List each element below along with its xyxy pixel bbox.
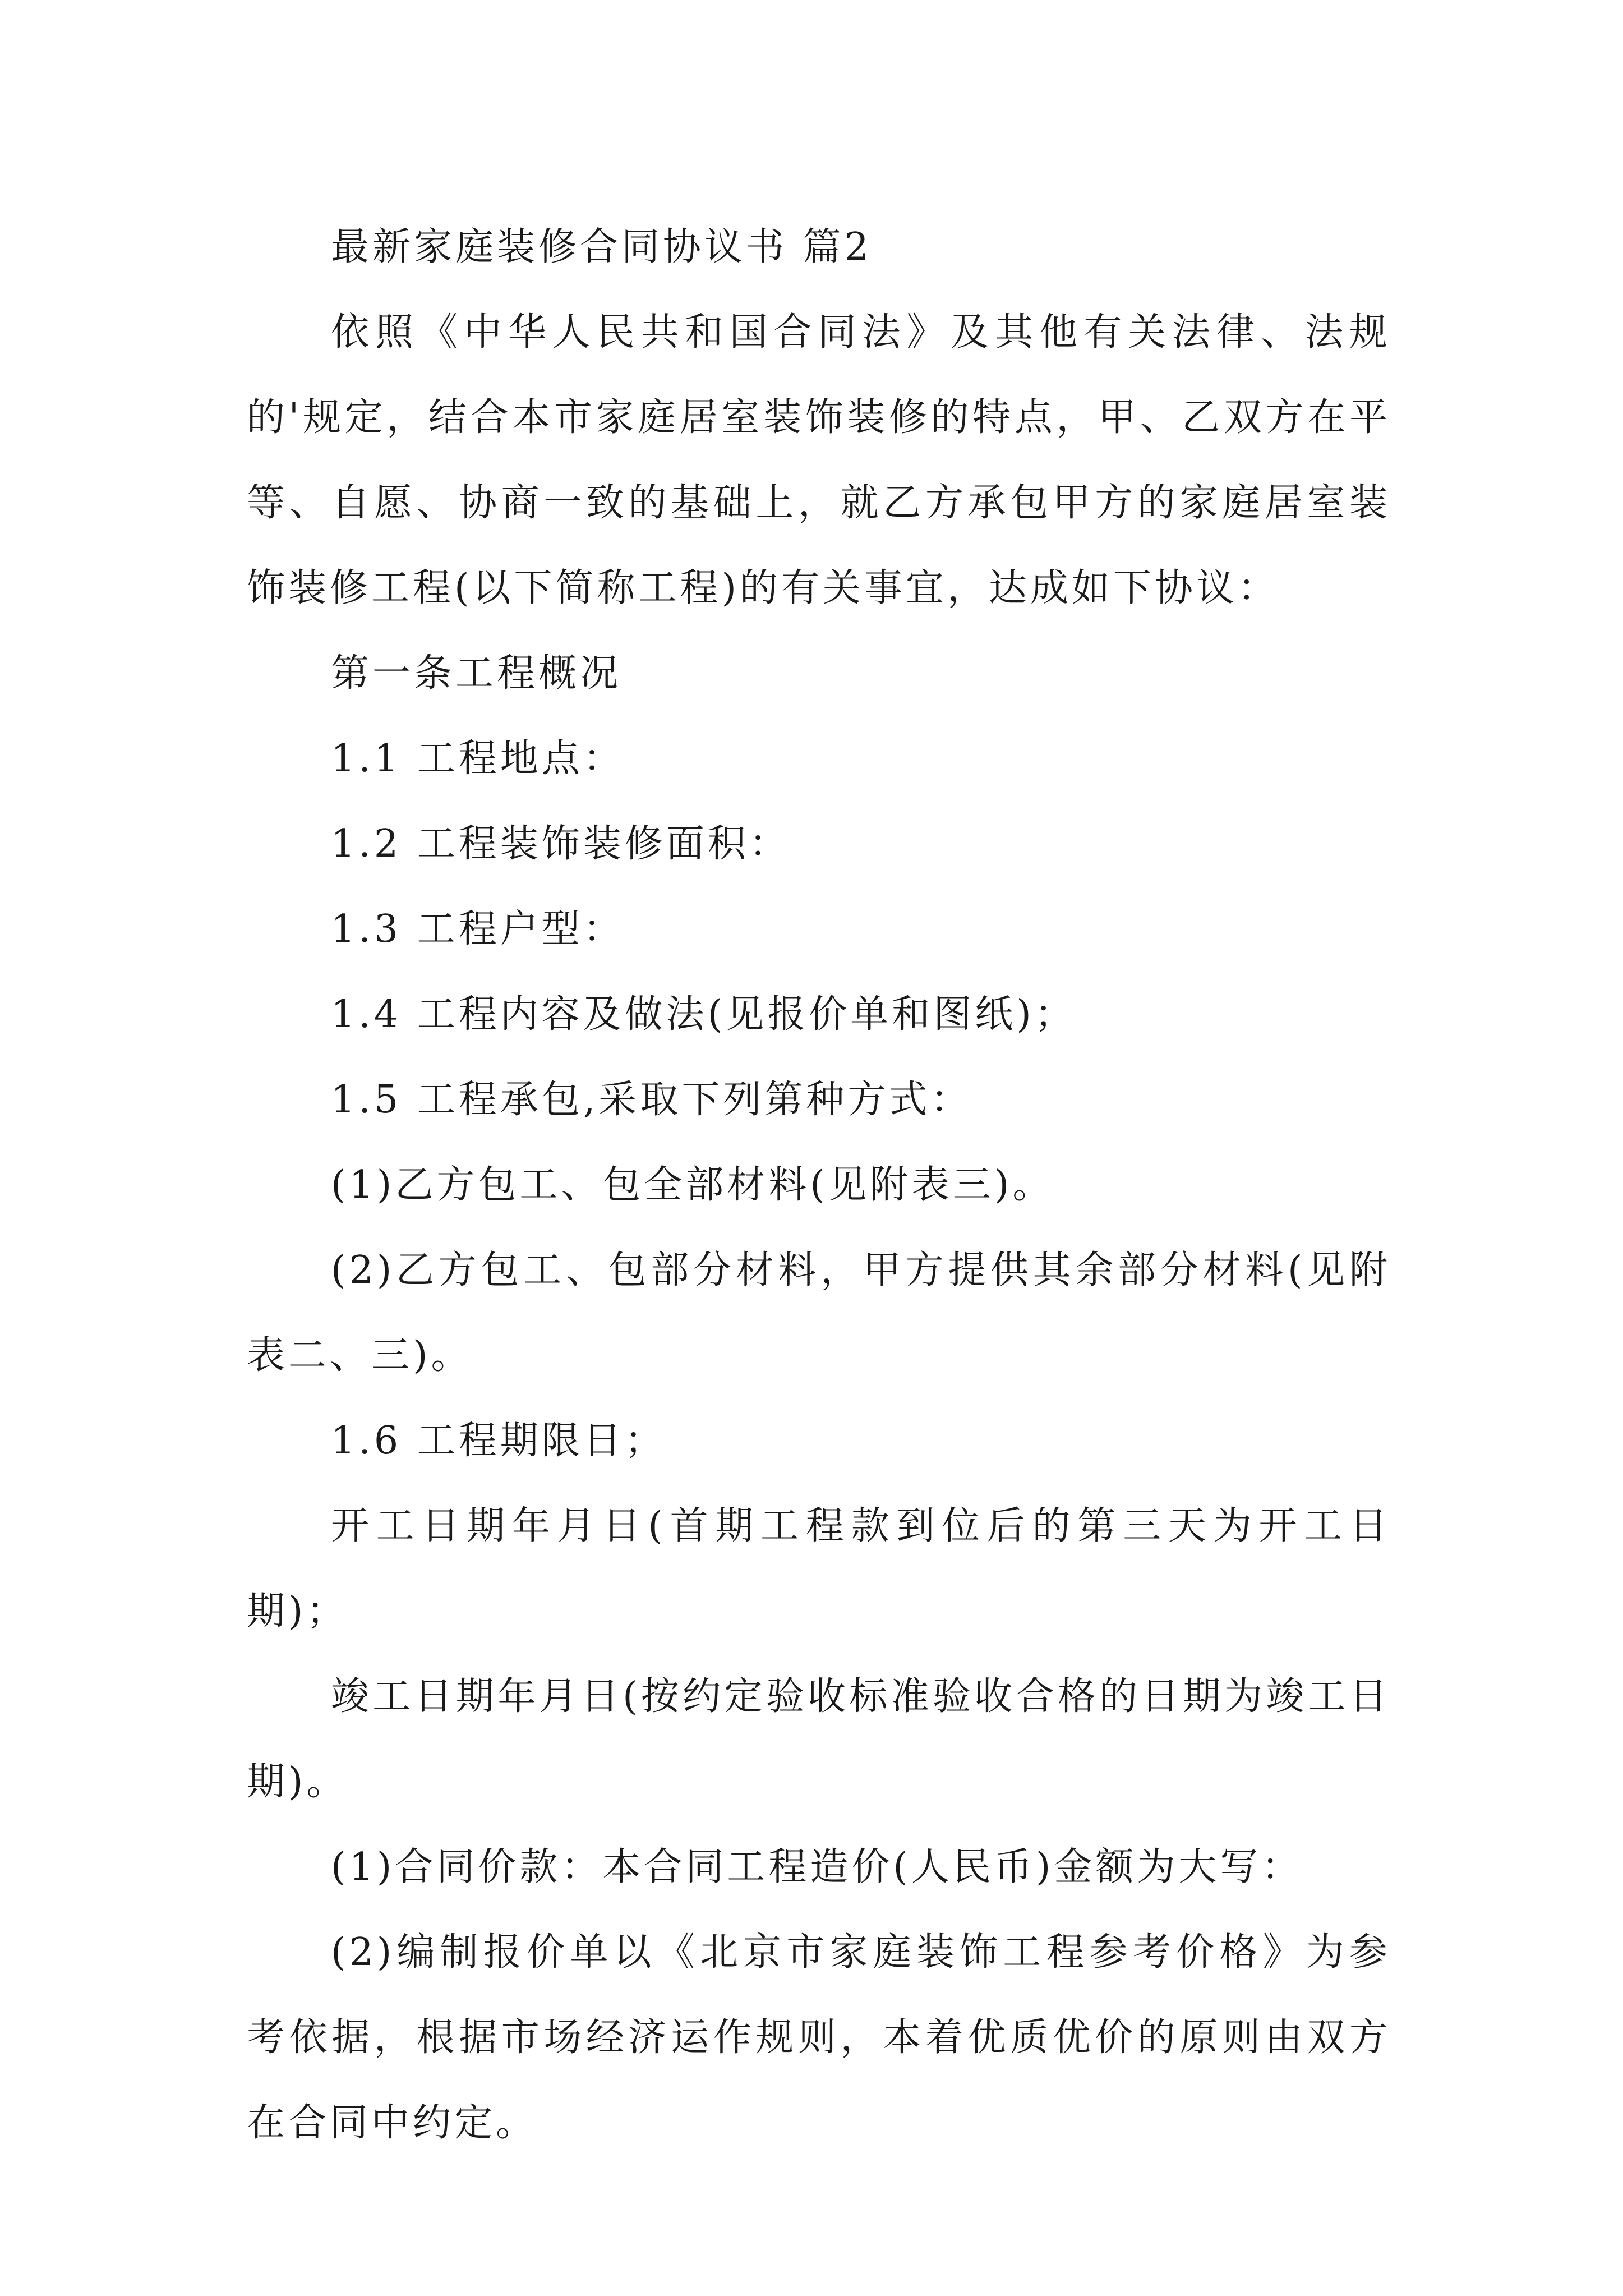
document-page [247,205,1391,2166]
quotation-basis-line: (2)编制报价单以《北京市家庭装饰工程参考价格》为参考依据，根据市场经济运作规则，本着优质优价的原则由双方在合同中约定。 [247,1930,1391,2145]
clause-1-3: 1.3 工程户型： [331,907,625,951]
contract-price-line: (1)合同价款：本合同工程造价(人民币)金额为大写： [331,1845,1303,1889]
option-1: (1)乙方包工、包全部材料(见附表三)。 [331,1163,1054,1207]
paragraph-preamble: 依照《中华人民共和国合同法》及其他有关法律、法规的'规定，结合本市家庭居室装饰装修的特点，甲、乙双方在平等、自愿、协商一致的基础上，就乙方承包甲方的家庭居室装饰装修工程(以下简称工程)的有关事宜，达成如下协议： [247,310,1391,610]
completion-date-line: 竣工日期年月日(按约定验收标准验收合格的日期为竣工日期)。 [247,1674,1391,1804]
start-date-line: 开工日期年月日(首期工程款到位后的第三天为开工日期)； [247,1504,1391,1634]
clause-1-4: 1.4 工程内容及做法(见报价单和图纸)； [331,992,1076,1037]
clause-1-2: 1.2 工程装饰装修面积： [331,822,791,866]
section-heading-article-1: 第一条工程概况 [331,651,622,696]
clause-1-6: 1.6 工程期限日； [331,1419,666,1463]
document-title: 最新家庭装修合同协议书 篇2 [331,225,872,269]
option-2: (2)乙方包工、包部分材料，甲方提供其余部分材料(见附表二、三)。 [247,1248,1391,1378]
clause-1-5: 1.5 工程承包,采取下列第种方式： [331,1078,972,1122]
clause-1-1: 1.1 工程地点： [331,737,625,781]
